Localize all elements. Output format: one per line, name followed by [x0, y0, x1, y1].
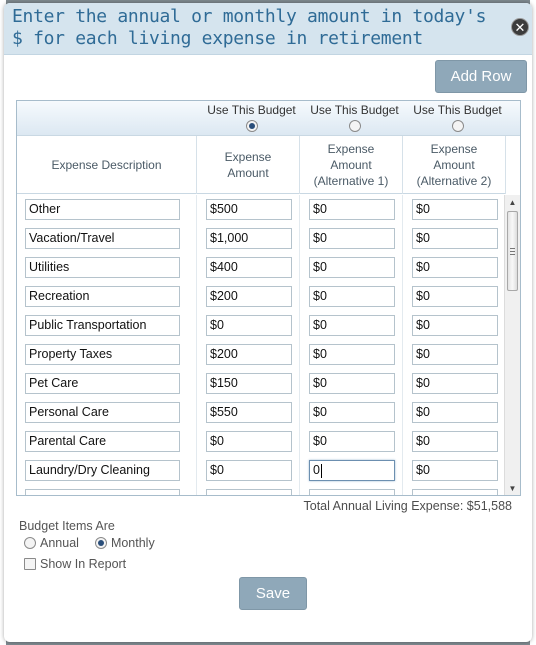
- expense-description-input[interactable]: Pet Care: [25, 373, 180, 394]
- living-expense-dialog: [4, 3, 532, 642]
- expense-description-input[interactable]: Vacation/Travel: [25, 228, 180, 249]
- budget-selector-header: [17, 101, 520, 136]
- expense-alt1-input[interactable]: $0: [309, 344, 395, 365]
- expense-amount-input[interactable]: $150: [206, 373, 292, 394]
- use-budget-label: Use This Budget: [413, 103, 502, 117]
- expense-description-input[interactable]: Other: [25, 199, 180, 220]
- show-in-report-label: Show In Report: [40, 557, 127, 571]
- expense-alt1-input[interactable]: $0: [309, 373, 395, 394]
- expense-amount-input[interactable]: $0: [206, 460, 292, 481]
- scrollbar-thumb[interactable]: [507, 211, 518, 291]
- use-budget-radio-alt2[interactable]: [452, 120, 464, 132]
- expense-description-input[interactable]: Laundry/Dry Cleaning: [25, 460, 180, 481]
- expense-alt1-input[interactable]: 0: [309, 460, 395, 481]
- table-row: [17, 398, 505, 427]
- expense-alt2-input[interactable]: [412, 489, 498, 495]
- use-budget-radio-alt1[interactable]: [349, 120, 361, 132]
- table-row: [17, 456, 505, 485]
- expense-alt1-input[interactable]: $0: [309, 286, 395, 307]
- dialog-title: Enter the annual or monthly amount in today's $ for each living expense in retirement: [12, 6, 487, 49]
- use-budget-alt1: [303, 103, 406, 135]
- expense-alt1-input[interactable]: $0: [309, 431, 395, 452]
- expense-amount-input[interactable]: $0: [206, 315, 292, 336]
- column-header-row: [17, 136, 505, 194]
- show-in-report-checkbox[interactable]: [24, 558, 36, 570]
- use-budget-label: Use This Budget: [207, 103, 296, 117]
- expense-alt1-input[interactable]: [309, 489, 395, 495]
- expense-alt2-input[interactable]: $0: [412, 431, 498, 452]
- close-icon[interactable]: ✕: [511, 18, 529, 36]
- use-budget-primary: [200, 103, 303, 135]
- table-row: [17, 282, 505, 311]
- annual-radio[interactable]: [24, 537, 36, 549]
- grid-scrollbar[interactable]: [504, 195, 520, 495]
- expense-alt2-input[interactable]: $0: [412, 199, 498, 220]
- expense-alt2-input[interactable]: $0: [412, 286, 498, 307]
- scroll-up-icon[interactable]: ▲: [508, 197, 517, 207]
- total-annual-expense: Total Annual Living Expense: $51,588: [303, 499, 512, 513]
- expense-amount-input[interactable]: $400: [206, 257, 292, 278]
- table-row: [17, 427, 505, 456]
- column-header-amount: Expense Amount: [197, 136, 300, 194]
- column-header-description: Expense Description: [17, 136, 197, 194]
- expense-amount-input[interactable]: $500: [206, 199, 292, 220]
- expense-amount-input[interactable]: [206, 489, 292, 495]
- expense-description-input[interactable]: Personal Care: [25, 402, 180, 423]
- expense-alt1-input[interactable]: $0: [309, 199, 395, 220]
- use-budget-radio-primary[interactable]: [246, 120, 258, 132]
- table-row: [17, 340, 505, 369]
- table-row: [17, 195, 505, 224]
- expense-description-input[interactable]: [25, 489, 180, 495]
- expense-amount-input[interactable]: $1,000: [206, 228, 292, 249]
- expense-alt2-input[interactable]: $0: [412, 315, 498, 336]
- expense-alt2-input[interactable]: $0: [412, 460, 498, 481]
- show-in-report-option: [24, 557, 126, 571]
- save-button[interactable]: Save: [239, 577, 307, 610]
- expense-alt1-input[interactable]: $0: [309, 315, 395, 336]
- expense-alt2-input[interactable]: $0: [412, 373, 498, 394]
- table-row: [17, 253, 505, 282]
- expense-description-input[interactable]: Utilities: [25, 257, 180, 278]
- expense-alt2-input[interactable]: $0: [412, 344, 498, 365]
- grip-icon: [510, 248, 515, 255]
- expense-amount-input[interactable]: $200: [206, 344, 292, 365]
- expense-description-input[interactable]: Parental Care: [25, 431, 180, 452]
- expense-alt1-input[interactable]: $0: [309, 228, 395, 249]
- use-budget-alt2: [406, 103, 509, 135]
- column-header-alt2: Expense Amount (Alternative 2): [403, 136, 506, 194]
- column-header-alt1: Expense Amount (Alternative 1): [300, 136, 403, 194]
- table-row: [17, 369, 505, 398]
- table-row: [17, 485, 505, 495]
- expense-amount-input[interactable]: $550: [206, 402, 292, 423]
- monthly-label: Monthly: [110, 536, 155, 550]
- scroll-down-icon[interactable]: ▼: [508, 483, 517, 493]
- dialog-title-bar: [4, 3, 532, 55]
- expense-alt1-input[interactable]: $0: [309, 402, 395, 423]
- add-row-button[interactable]: Add Row: [435, 60, 527, 93]
- expense-rows: [17, 195, 505, 495]
- expense-grid: [16, 100, 521, 496]
- expense-description-input[interactable]: Property Taxes: [25, 344, 180, 365]
- table-row: [17, 224, 505, 253]
- expense-amount-input[interactable]: $0: [206, 431, 292, 452]
- expense-alt2-input[interactable]: $0: [412, 257, 498, 278]
- table-row: [17, 311, 505, 340]
- use-budget-label: Use This Budget: [310, 103, 399, 117]
- budget-period-options: [24, 536, 155, 550]
- monthly-radio[interactable]: [95, 537, 107, 549]
- expense-description-input[interactable]: Public Transportation: [25, 315, 180, 336]
- expense-description-input[interactable]: Recreation: [25, 286, 180, 307]
- expense-alt2-input[interactable]: $0: [412, 228, 498, 249]
- expense-alt2-input[interactable]: $0: [412, 402, 498, 423]
- annual-label: Annual: [40, 536, 79, 550]
- expense-alt1-input[interactable]: $0: [309, 257, 395, 278]
- budget-items-label: Budget Items Are: [19, 519, 115, 533]
- expense-amount-input[interactable]: $200: [206, 286, 292, 307]
